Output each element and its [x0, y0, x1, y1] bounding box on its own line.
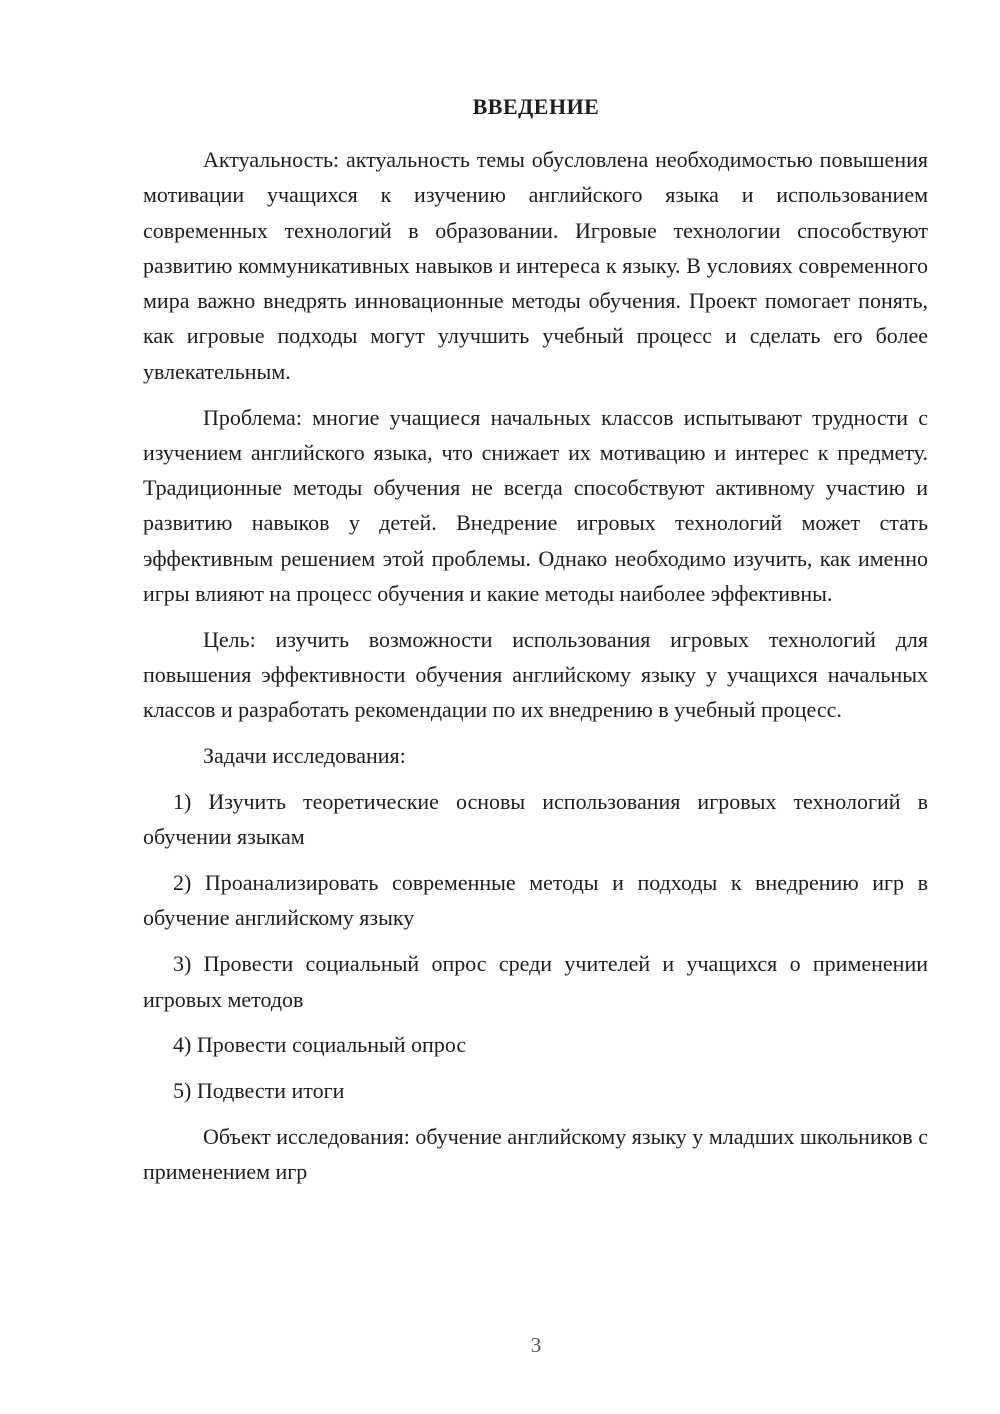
paragraph-goal: Цель: изучить возможности использования игровых технологий для повышения эффективности обучения английскому языку у учащихся начальных классов и разработать рекомендации по их внедрению в учебный процесс.	[143, 626, 928, 723]
paragraph-tasks-heading: Задачи исследования:	[203, 743, 406, 769]
list-item-task-1: 1) Изучить теоретические основы использования игровых технологий в обучении языкам	[143, 789, 928, 850]
paragraph-problem: Проблема: многие учащиеся начальных классов испытывают трудности с изучением английского языка, что снижает их мотивацию и интерес к предмету. Традиционные методы обучения не всегда способствуют активному участию и развитию навыков у детей. Внедрение игровых технологий может стать эффективным решением этой проблемы. Однако необходимо изучить, как именно игры влияют на процесс обучения и какие методы наиболее эффективны.	[143, 404, 928, 607]
paragraph-relevance: Актуальность: актуальность темы обусловлена необходимостью повышения мотивации учащихся к изучению английского языка и использованием современных технологий в образовании. Игровые технологии способствуют развитию коммуникативных навыков и интереса к языку. В условиях современного мира важно внедрять инновационные методы обучения. Проект помогает понять, как игровые подходы могут улучшить учебный процесс и сделать его более увлекательным.	[143, 147, 928, 384]
list-item-task-4: 4) Провести социальный опрос	[173, 1032, 467, 1058]
page-title: ВВЕДЕНИЕ	[472, 94, 600, 119]
paragraph-object: Объект исследования: обучение английскому языку у младших школьников с применением игр	[143, 1123, 928, 1185]
list-item-task-3: 3) Провести социальный опрос среди учителей и учащихся о применении игровых методов	[143, 951, 928, 1012]
page-number: 3	[530, 1333, 542, 1357]
list-item-task-2: 2) Проанализировать современные методы и подходы к внедрению игр в обучение английскому языку	[143, 870, 928, 931]
document-body	[143, 142, 928, 1200]
list-item-task-5: 5) Подвести итоги	[173, 1078, 345, 1104]
